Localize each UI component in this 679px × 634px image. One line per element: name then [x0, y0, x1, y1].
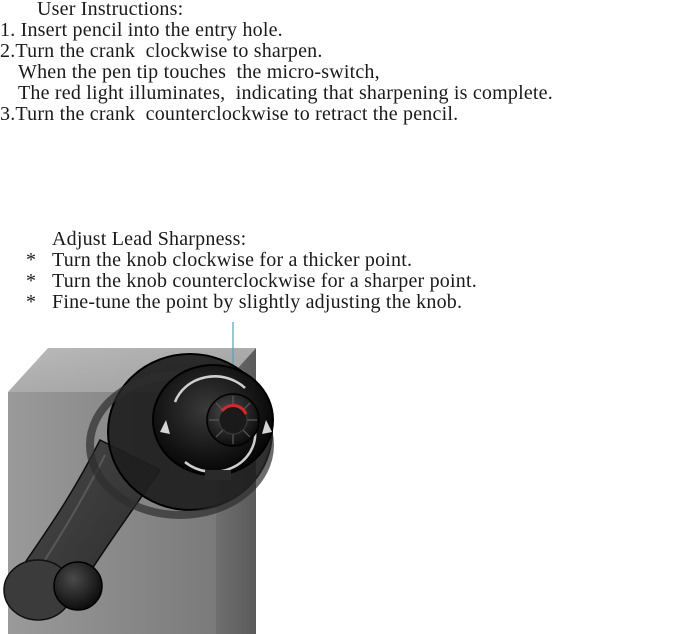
instruction-step-3: 3.Turn the crank counterclockwise to retract the pencil. [0, 103, 459, 125]
sharpness-item-2 [26, 270, 477, 292]
sharpness-item-text: Turn the knob counterclockwise for a sharper point. [52, 270, 477, 292]
sharpness-heading: Adjust Lead Sharpness: [52, 228, 247, 250]
instruction-step-2: 2.Turn the crank clockwise to sharpen. [0, 40, 323, 62]
instructions-heading: User Instructions: [37, 0, 184, 20]
sharpness-item-text: Fine-tune the point by slightly adjusting the knob. [52, 291, 463, 313]
instruction-step-1: 1. Insert pencil into the entry hole. [0, 19, 283, 41]
crank-handle-knob [54, 562, 102, 610]
sharpness-item-text: Turn the knob clockwise for a thicker point. [52, 249, 413, 271]
pencil-sharpener-illustration [0, 320, 679, 634]
sharpness-item-1 [26, 249, 412, 271]
instruction-step-2-detail-b: The red light illuminates, indicating that sharpening is complete. [18, 82, 553, 104]
bullet-marker: * [26, 270, 37, 292]
sharpness-item-3 [26, 291, 462, 313]
instruction-step-2-detail-a: When the pen tip touches the micro-switch, [18, 61, 380, 83]
bullet-marker: * [26, 291, 37, 313]
bullet-marker: * [26, 249, 37, 271]
